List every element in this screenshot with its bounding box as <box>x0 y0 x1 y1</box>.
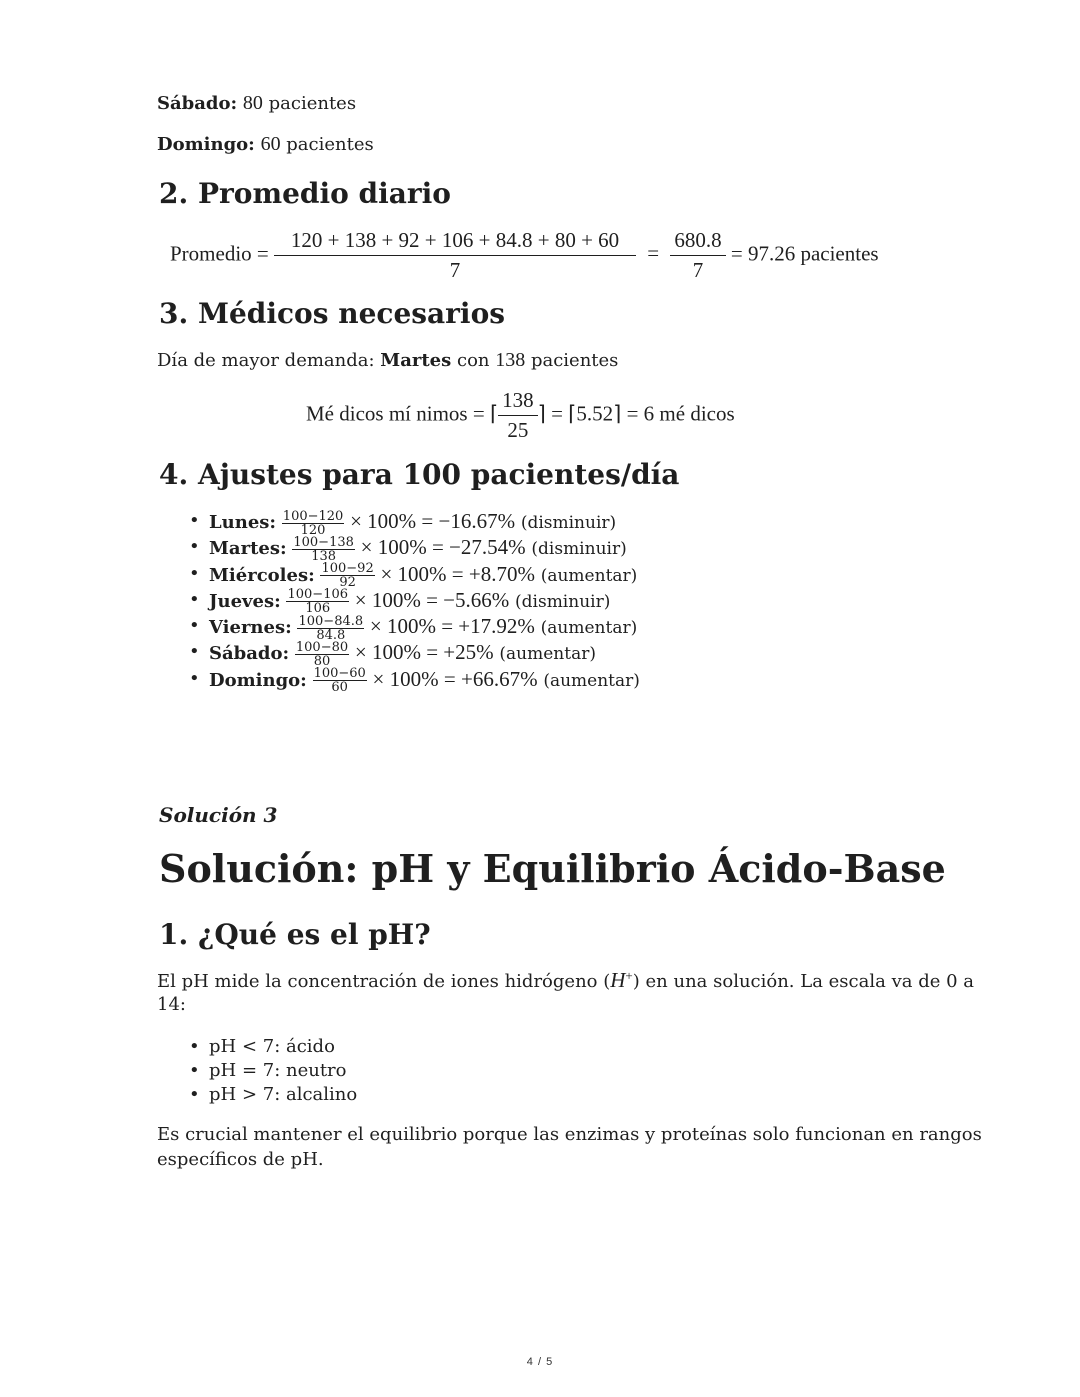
ph-intro: El pH mide la concentración de iones hidrógeno (H+) en una solución. La escala va de 0 a <box>157 968 974 992</box>
list-item: • Miércoles: $\frac{100-92}{92}$ × 100% = +8.70% (aumentar) <box>187 561 640 587</box>
peak-day: Martes <box>380 350 452 371</box>
sunday-count: 60 <box>260 133 281 155</box>
saturday-label: Sábado: <box>157 93 238 114</box>
list-item: • Sábado: $\frac{100-80}{80}$ × 100% = +25% (aumentar) <box>187 639 640 665</box>
sunday-line: Domingo: 60 pacientes <box>157 133 374 155</box>
ph-scale-list <box>187 1035 357 1107</box>
doctors-fraction: $\frac{138}{25}$ <box>498 386 538 445</box>
list-item: • pH = 7: neutro <box>187 1059 357 1083</box>
list-item: • Domingo: $\frac{100-60}{60}$ × 100% = +66.67% (aumentar) <box>187 666 640 692</box>
closing-paragraph-line2: específicos de pH. <box>157 1149 324 1170</box>
average-sum-fraction: $\frac{680.8}{7}$ <box>670 226 725 285</box>
list-item: • Jueves: $\frac{100-106}{106}$ × 100% = −5.66% (disminuir) <box>187 587 640 613</box>
saturday-line: Sábado: 80 pacientes <box>157 92 357 114</box>
section-4-title: 4. Ajustes para 100 pacientes/día <box>159 458 680 491</box>
list-item: • pH < 7: ácido <box>187 1035 357 1059</box>
adjustments-list <box>187 508 640 696</box>
min-doctors-formula: Mé dicos mí nimos = ⌈ $\frac{138}{25}$ ⌉ = ⌈5.52⌉ = 6 mé dicos <box>306 386 735 445</box>
average-result: = 97.26 pacientes <box>730 241 879 266</box>
page-number: 4 / 5 <box>526 1356 554 1368</box>
list-item: • Martes: $\frac{100-138}{138}$ × 100% = −27.54% (disminuir) <box>187 534 640 560</box>
ph-intro-line2: 14: <box>157 994 186 1015</box>
peak-day-line: Día de mayor demanda: Martes con 138 pacientes <box>157 349 619 371</box>
section-2-title: 2. Promedio diario <box>159 177 451 210</box>
average-fraction: $\frac{120 + 138 + 92 + 106 + 84.8 + 80 + 60}{7}$ <box>274 226 636 285</box>
doctors-result: = ⌈5.52⌉ = 6 mé dicos <box>551 401 735 426</box>
saturday-count: 80 <box>242 92 263 114</box>
list-item: • pH > 7: alcalino <box>187 1083 357 1107</box>
sunday-label: Domingo: <box>157 134 255 155</box>
list-item: • Viernes: $\frac{100-84.8}{84.8}$ × 100% = +17.92% (aumentar) <box>187 613 640 639</box>
closing-paragraph-line1: Es crucial mantener el equilibrio porque las enzimas y proteínas solo funcionan en rangos <box>157 1124 982 1145</box>
solution-tag: Solución 3 <box>159 803 278 827</box>
section-3-title: 3. Médicos necesarios <box>159 297 506 330</box>
list-item: • Lunes: $\frac{100-120}{120}$ × 100% = −16.67% (disminuir) <box>187 508 640 534</box>
solution-title: Solución: pH y Equilibrio Ácido-Base <box>159 846 946 891</box>
average-formula: Promedio = $\frac{120 + 138 + 92 + 106 + 84.8 + 80 + 60}{7}$ = $\frac{680.8}{7}$ = 97.26 pacientes <box>170 226 879 285</box>
ph-question-title: 1. ¿Qué es el pH? <box>159 918 431 951</box>
